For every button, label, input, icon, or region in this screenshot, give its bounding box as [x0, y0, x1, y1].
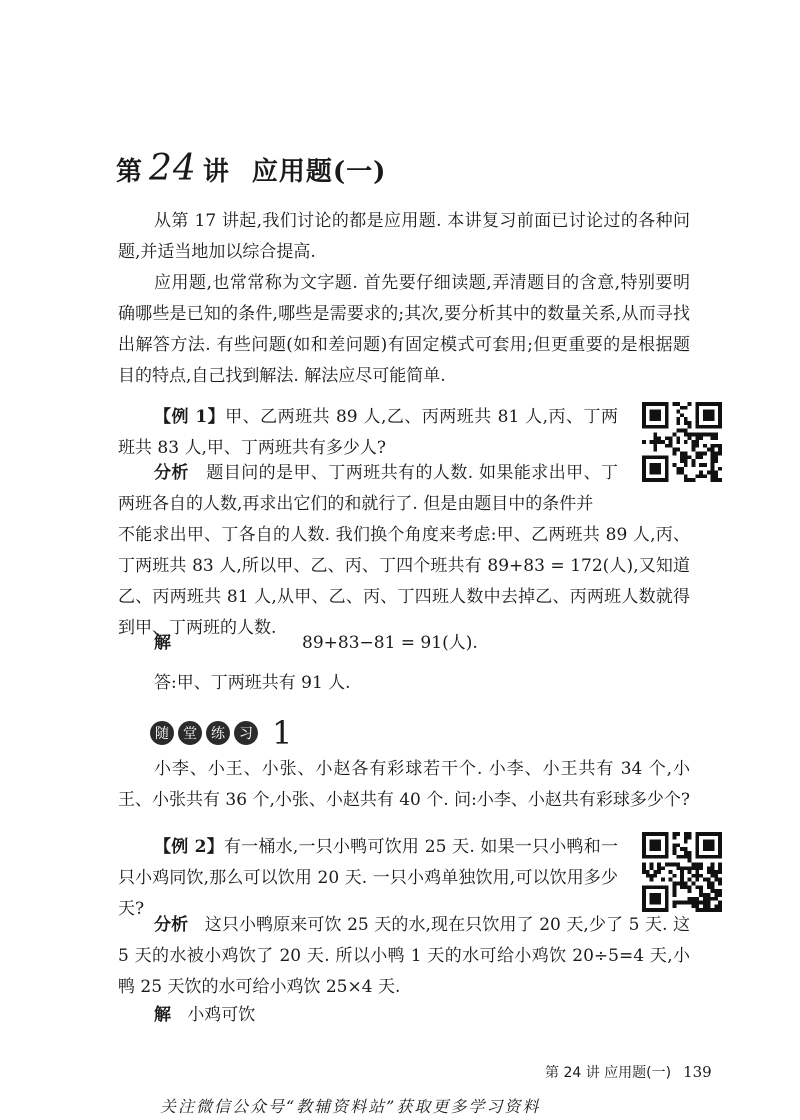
practice-badge-1: 随 [150, 721, 174, 745]
example-1-solution-label: 解 [154, 633, 171, 653]
example-1-label: 【例 1】 [154, 407, 226, 427]
example-1-solution-formula: 89+83−81 = 91(人). [302, 633, 478, 653]
example-1-analysis-text-a: 题目问的是甲、丁两班共有的人数. 如果能求出甲、丁两班各自的人数,再求出它们的和就行了. 但是由题目中的条件并 [118, 463, 618, 514]
example-2-solution [154, 1000, 255, 1025]
qr-code-icon [642, 832, 722, 912]
chapter-prefix: 第 [116, 157, 144, 187]
chapter-name: 应用题(一) [251, 157, 387, 187]
page-number: 139 [683, 1063, 712, 1081]
intro-paragraph-1: 从第 17 讲起,我们讨论的都是应用题. 本讲复习前面已讨论过的各种问题,并适当地加以综合提高. [118, 211, 690, 262]
example-2-solution-label: 解 [154, 1005, 171, 1025]
qr-code-icon [642, 402, 722, 482]
practice-badge-2: 堂 [178, 721, 202, 745]
example-2-analysis-label: 分析 [154, 915, 189, 935]
example-1-problem [118, 402, 618, 464]
example-1-analysis-label: 分析 [154, 463, 189, 483]
running-footer [545, 1062, 712, 1082]
example-2-problem-text: 有一桶水,一只小鸭可饮用 25 天. 如果一只小鸭和一只小鸡同饮,那么可以饮用 20 天. 一只小鸡单独饮用,可以饮用多少天? [118, 837, 619, 919]
chapter-title [116, 148, 386, 189]
practice-badge-3: 练 [206, 721, 230, 745]
practice-number: 1 [272, 714, 293, 752]
example-1-analysis-a [118, 458, 618, 520]
example-1-analysis-b: 不能求出甲、丁各自的人数. 我们换个角度来考虑:甲、乙两班共 89 人,丙、丁两班共 83 人,所以甲、乙、丙、丁四个班共有 89+83 = 172(人),又知道乙、丙两班共 81 人,从甲、乙、丙、丁四班人数中去掉乙、丙两班人数就得到甲、丁两班的人数. [118, 525, 690, 638]
practice-badge-4: 习 [234, 721, 258, 745]
intro-paragraph-2: 应用题,也常常称为文字题. 首先要仔细读题,弄清题目的含意,特别要明确哪些是已知的条件,哪些是需要求的;其次,要分析其中的数量关系,从而寻找出解答方法. 有些问题(如和差问题)有固定模式可套用;但更重要的是根据题目的特点,自己找到解法. 解法应尽可能简单. [118, 273, 691, 386]
example-1-problem-text: 甲、乙两班共 89 人,乙、丙两班共 81 人,丙、丁两班共 83 人,甲、丁两班共有多少人? [118, 407, 618, 458]
example-2-analysis [118, 910, 690, 1003]
example-1-answer: 答:甲、丁两班共有 91 人. [154, 673, 351, 693]
example-2-solution-text: 小鸡可饮 [187, 1005, 256, 1025]
watermark-text: 关注微信公众号“教辅资料站”获取更多学习资料 [160, 1097, 541, 1116]
chapter-number: 24 [149, 148, 197, 189]
example-2-analysis-text: 这只小鸭原来可饮 25 天的水,现在只饮用了 20 天,少了 5 天. 这 5 天的水被小鸡饮了 20 天. 所以小鸭 1 天的水可给小鸡饮 20÷5=4 天,小鸭 25 天饮的水可给小鸡饮 25×4 天. [118, 915, 691, 997]
practice-header [150, 716, 292, 750]
practice-text: 小李、小王、小张、小赵各有彩球若干个. 小李、小王共有 34 个,小王、小张共有 36 个,小张、小赵共有 40 个. 问:小李、小赵共有彩球多少个? [118, 759, 690, 810]
chapter-suffix: 讲 [202, 157, 230, 187]
example-1-solution [154, 628, 171, 653]
example-2-label: 【例 2】 [154, 837, 224, 857]
running-head: 第 24 讲 应用题(一) [545, 1065, 672, 1081]
